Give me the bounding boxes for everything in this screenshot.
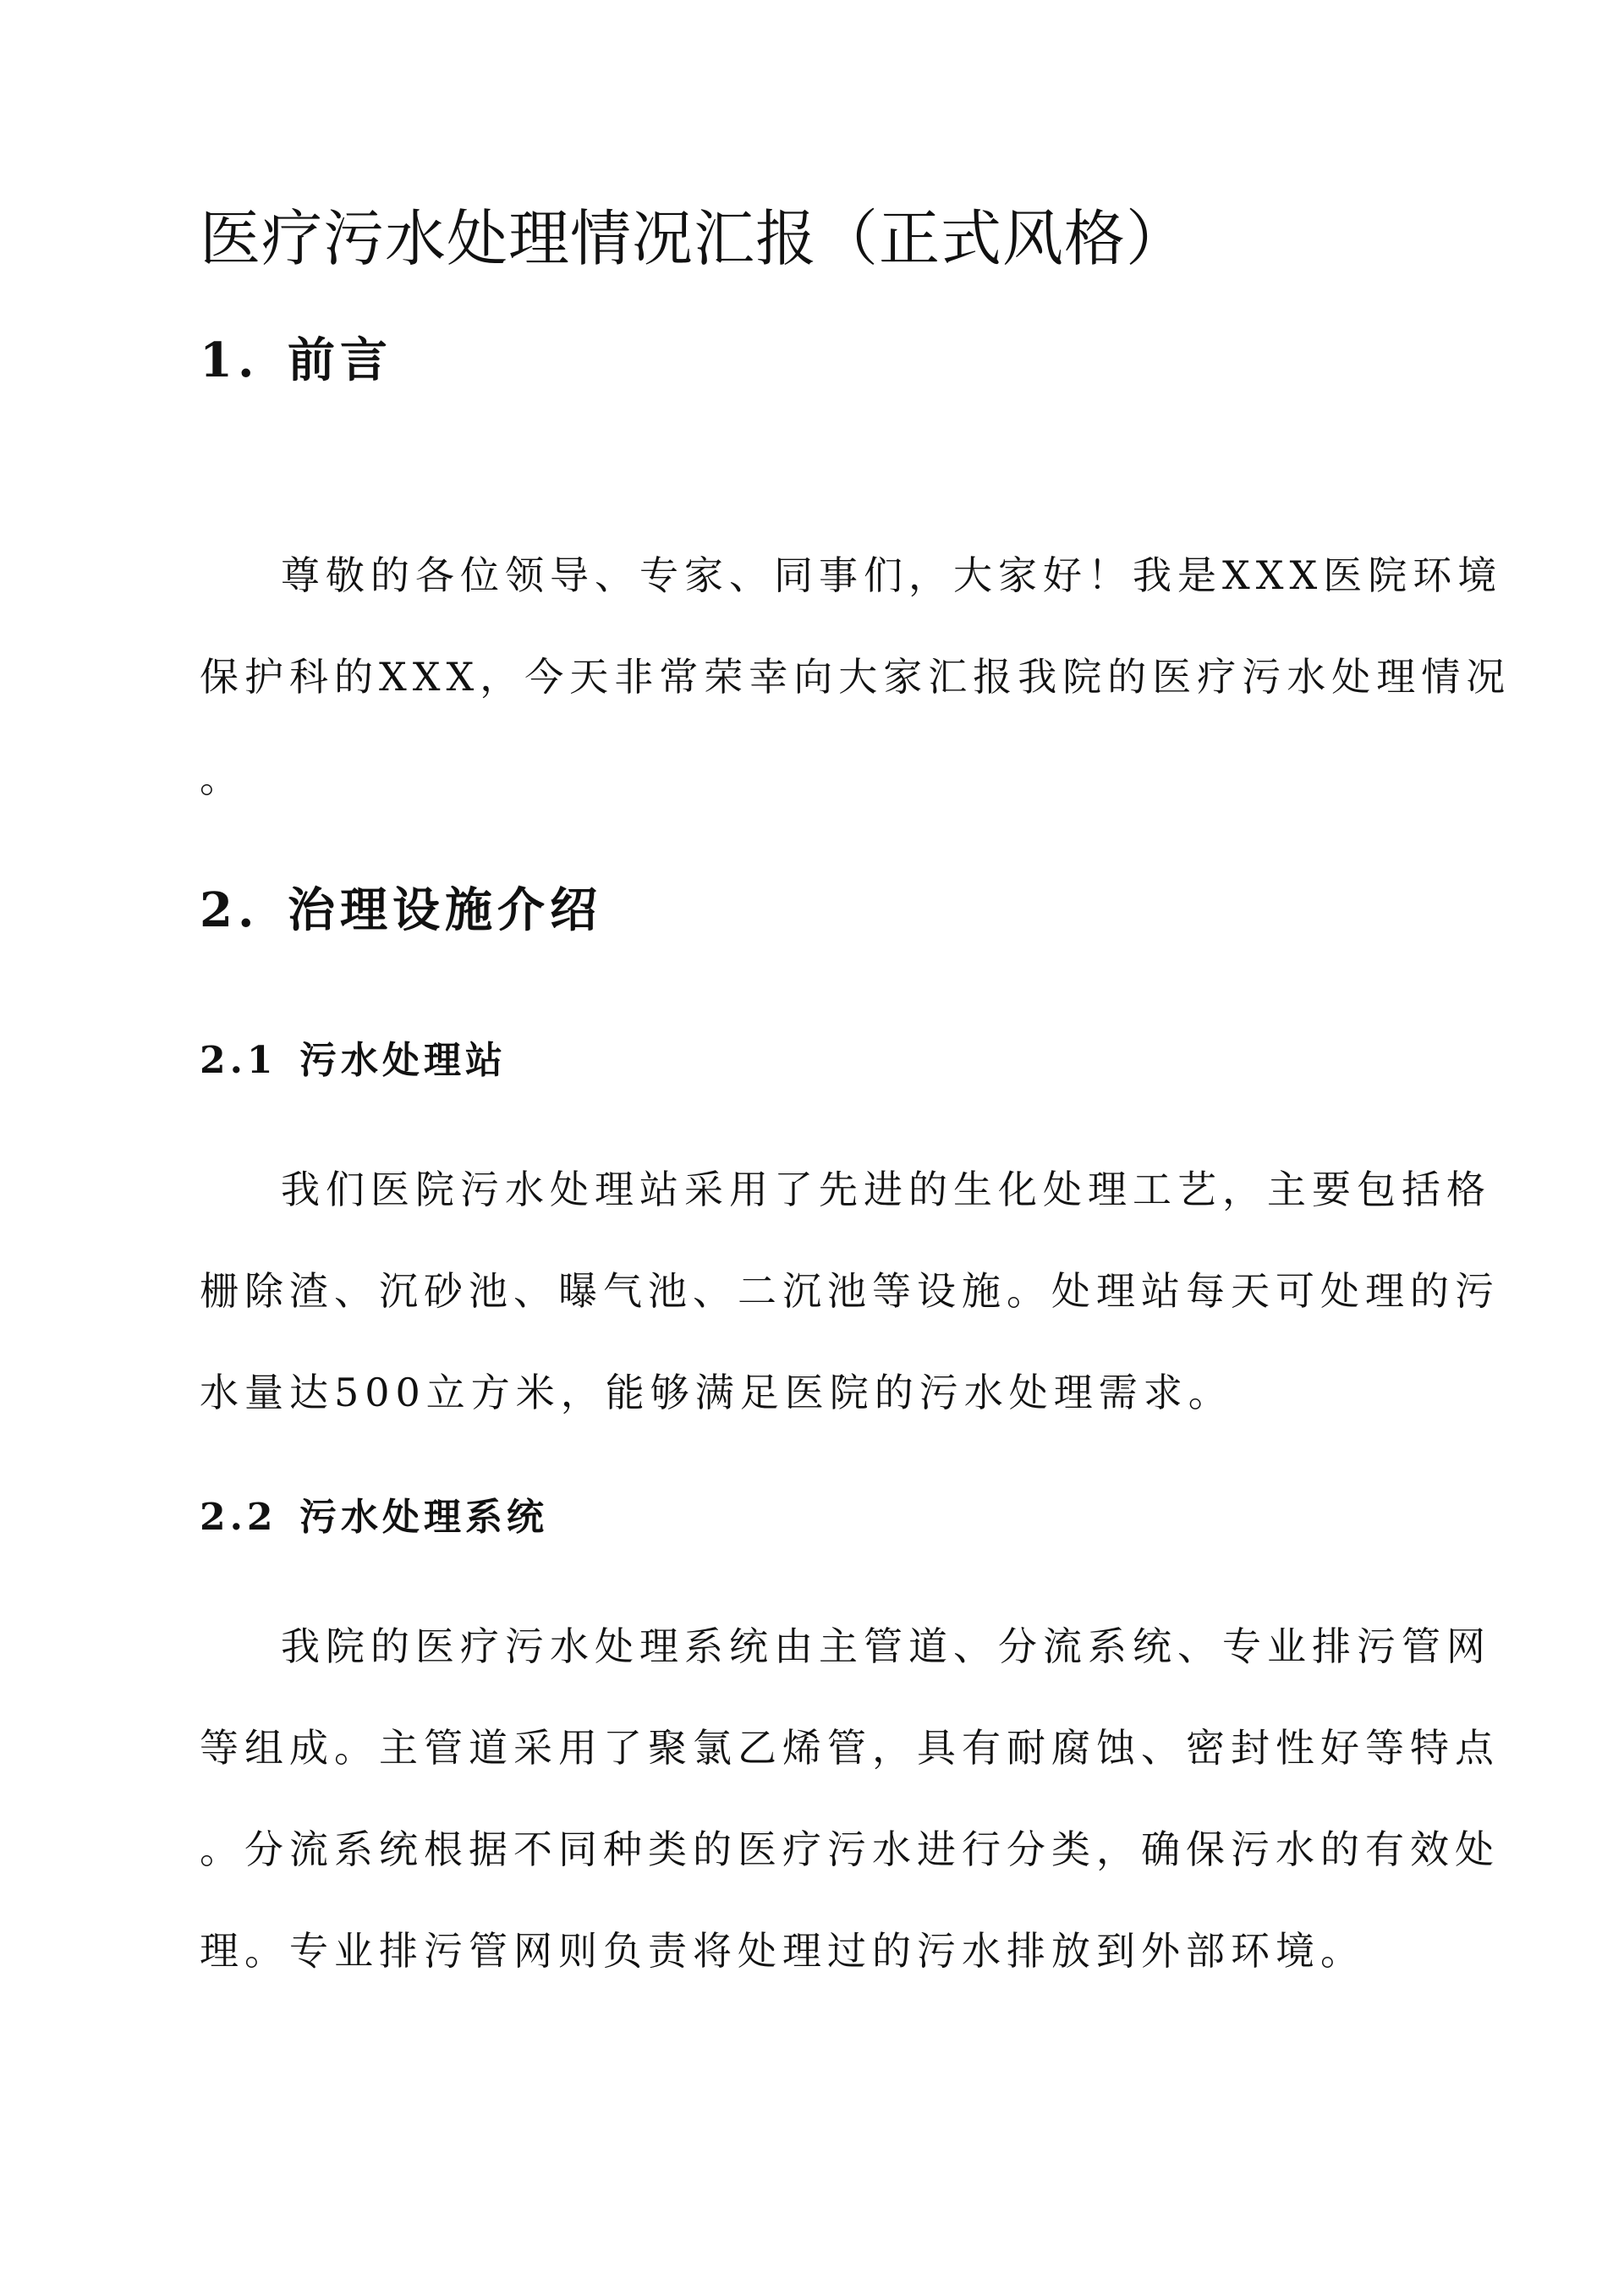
paragraph-line: 。 (200, 755, 244, 801)
section-2-title: 治理设施介绍 (288, 882, 602, 938)
subsection-2-2-heading (200, 1491, 548, 1545)
section-1-title: 前言 (288, 332, 392, 388)
section-1-number: 1. (200, 332, 260, 388)
paragraph-line: 尊敬的各位领导、专家、同事们，大家好！我是XXX医院环境 (281, 552, 1503, 598)
paragraph-line: 理。专业排污管网则负责将处理过的污水排放到外部环境。 (200, 1928, 1365, 1974)
subsection-2-1-heading (200, 1034, 507, 1088)
subsection-2-2-number: 2.2 (200, 1496, 277, 1539)
paragraph-line: 。分流系统根据不同种类的医疗污水进行分类，确保污水的有效处 (200, 1826, 1500, 1872)
subsection-2-2-paragraph (200, 1596, 1500, 2002)
section-1-heading (200, 327, 392, 394)
section-2-number: 2. (200, 882, 260, 938)
subsection-2-1-number: 2.1 (200, 1039, 277, 1082)
paragraph-line: 水量达500立方米，能够满足医院的污水处理需求。 (200, 1370, 1233, 1415)
paragraph-line: 我院的医疗污水处理系统由主管道、分流系统、专业排污管网 (281, 1623, 1491, 1669)
section-2-heading (200, 876, 602, 944)
subsection-2-2-title: 污水处理系统 (299, 1496, 548, 1539)
section-1-paragraph (200, 525, 1512, 829)
paragraph-line: 等组成。主管道采用了聚氯乙烯管，具有耐腐蚀、密封性好等特点 (200, 1725, 1500, 1771)
paragraph-line: 我们医院污水处理站采用了先进的生化处理工艺，主要包括格 (281, 1167, 1491, 1212)
paragraph-line: 栅除渣、沉砂池、曝气池、二沉池等设施。处理站每天可处理的污 (200, 1268, 1500, 1314)
paragraph-line: 保护科的XXX，今天非常荣幸向大家汇报我院的医疗污水处理情况 (200, 654, 1512, 700)
subsection-2-1-paragraph (200, 1139, 1500, 1443)
document-title: 医疗污水处理情况汇报（正式风格） (200, 203, 1188, 274)
subsection-2-1-title: 污水处理站 (299, 1039, 507, 1082)
